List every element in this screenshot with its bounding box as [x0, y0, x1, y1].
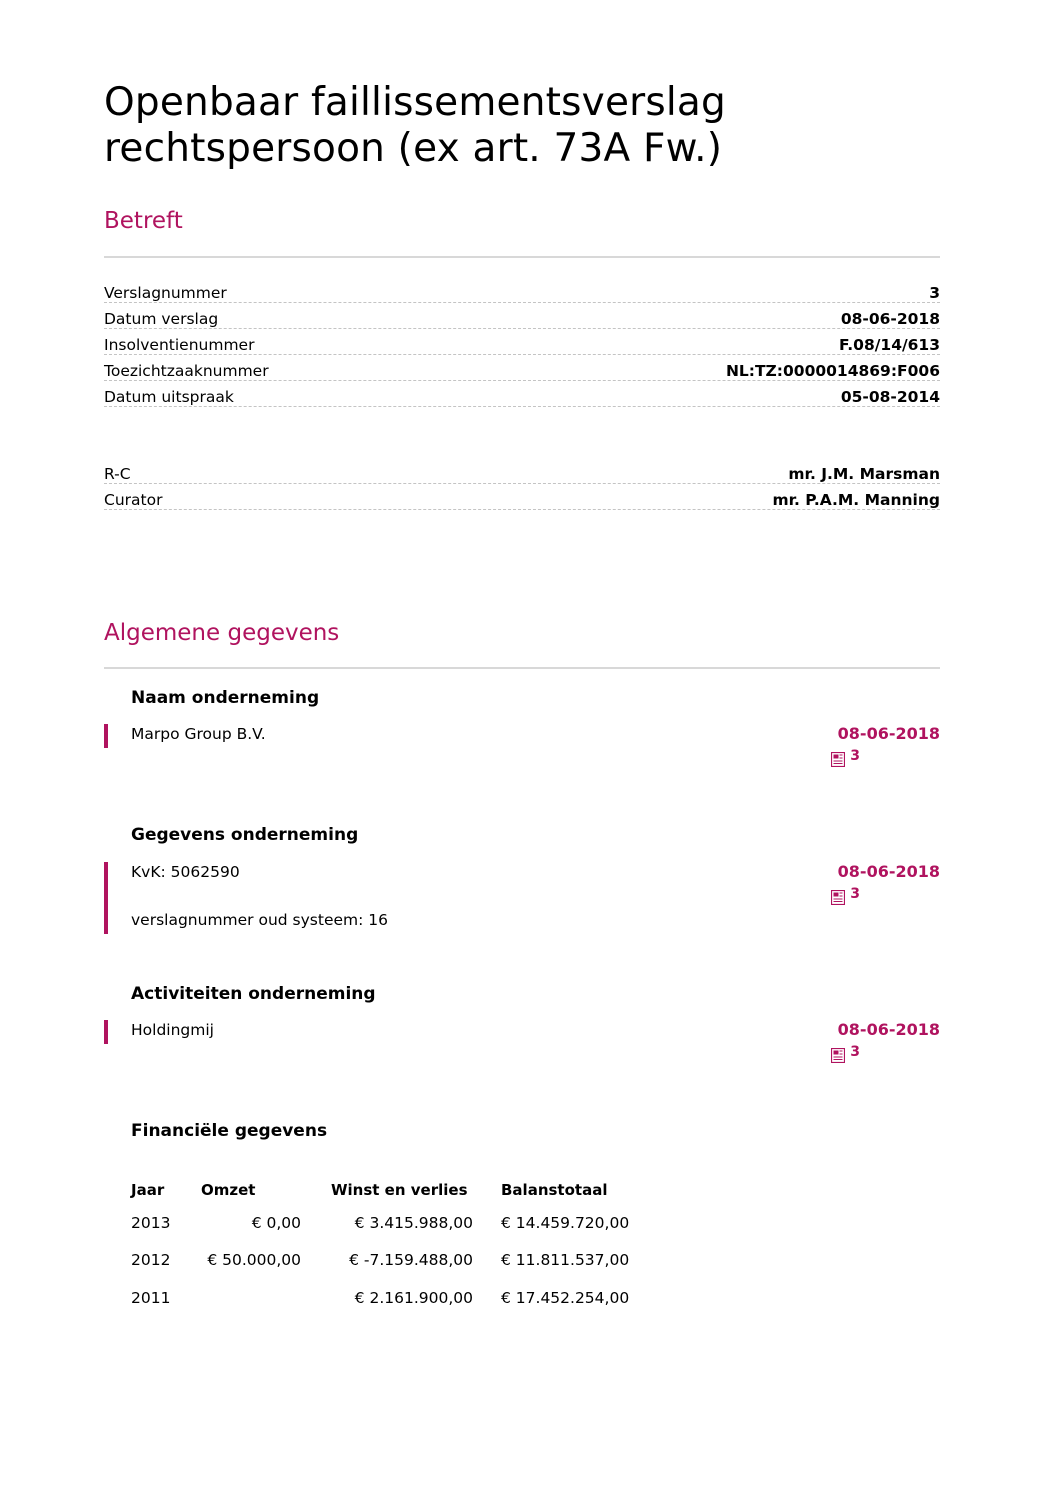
cell-omzet [201, 1279, 331, 1317]
document-title-line-2: rechtspersoon (ex art. 73A Fw.) [104, 126, 723, 171]
detail-value: mr. J.M. Marsman [788, 465, 940, 483]
entry-accent-bar [104, 862, 108, 934]
section-title-algemene-gegevens: Algemene gegevens [104, 620, 340, 646]
detail-row-curator [104, 485, 940, 510]
entry-text: Marpo Group B.V. [131, 725, 266, 743]
detail-row-rc [104, 459, 940, 484]
report-reference-link[interactable] [831, 886, 860, 905]
subheading-gegevens-onderneming: Gegevens onderneming [131, 825, 359, 845]
table-row [131, 1242, 641, 1280]
detail-row-insolventienummer [104, 330, 940, 355]
cell-jaar: 2011 [131, 1288, 171, 1307]
report-reference-number: 3 [850, 886, 860, 902]
cell-balanstotaal: € 11.811.537,00 [501, 1251, 630, 1270]
entry-text: Holdingmij [131, 1021, 214, 1039]
subheading-financiele-gegevens: Financiële gegevens [131, 1121, 328, 1141]
detail-value: F.08/14/613 [838, 336, 940, 354]
detail-label: Verslagnummer [104, 284, 227, 302]
entry-text-kvk: KvK: 5062590 [131, 863, 240, 881]
entry-text-verslagnummer-oud: verslagnummer oud systeem: 16 [131, 911, 388, 929]
cell-omzet: € 0,00 [251, 1213, 301, 1232]
cell-balanstotaal: € 17.452.254,00 [501, 1288, 630, 1307]
section-title-betreft: Betreft [104, 208, 183, 234]
case-details-list [104, 278, 940, 408]
document-icon [831, 1048, 845, 1063]
document-title-line-1: Openbaar faillissementsverslag [104, 80, 726, 125]
detail-label: Toezichtzaaknummer [104, 362, 269, 380]
detail-value: mr. P.A.M. Manning [772, 491, 940, 509]
detail-value: 3 [929, 284, 940, 302]
document-icon [831, 890, 845, 905]
cell-jaar: 2012 [131, 1251, 171, 1270]
subheading-activiteiten-onderneming: Activiteiten onderneming [131, 984, 376, 1004]
document-icon [831, 752, 845, 767]
cell-winst-verlies: € 2.161.900,00 [354, 1288, 473, 1307]
section-divider [104, 256, 940, 258]
financial-table [131, 1176, 641, 1317]
entry-naam-onderneming [104, 724, 940, 774]
column-header-winst-verlies: Winst en verlies [331, 1181, 468, 1199]
report-reference-link[interactable] [831, 748, 860, 767]
entry-activiteiten-onderneming [104, 1020, 940, 1070]
cell-balanstotaal: € 14.459.720,00 [501, 1213, 630, 1232]
detail-row-toezichtzaaknummer [104, 356, 940, 381]
detail-value: 08-06-2018 [840, 310, 940, 328]
detail-label: Datum uitspraak [104, 388, 234, 406]
table-row [131, 1279, 641, 1317]
column-header-jaar: Jaar [131, 1181, 165, 1199]
detail-value: 05-08-2014 [840, 388, 940, 406]
table-row [131, 1204, 641, 1242]
table-header-row [131, 1176, 641, 1204]
column-header-balanstotaal: Balanstotaal [501, 1181, 608, 1199]
cell-jaar: 2013 [131, 1213, 171, 1232]
report-reference-link[interactable] [831, 1044, 860, 1063]
section-divider [104, 667, 940, 669]
detail-row-datum-verslag [104, 304, 940, 329]
report-reference-number: 3 [850, 1044, 860, 1060]
detail-label: Insolventienummer [104, 336, 255, 354]
entry-date: 08-06-2018 [837, 724, 940, 743]
detail-label: Datum verslag [104, 310, 219, 328]
report-reference-number: 3 [850, 748, 860, 764]
detail-label: R-C [104, 465, 131, 483]
cell-winst-verlies: € 3.415.988,00 [354, 1213, 473, 1232]
entry-gegevens-onderneming [104, 862, 940, 934]
detail-row-verslagnummer [104, 278, 940, 303]
entry-accent-bar [104, 1020, 108, 1044]
entry-accent-bar [104, 724, 108, 748]
cell-omzet: € 50.000,00 [207, 1251, 301, 1270]
detail-row-datum-uitspraak [104, 382, 940, 407]
detail-label: Curator [104, 491, 163, 509]
detail-value: NL:TZ:0000014869:F006 [725, 362, 940, 380]
entry-date: 08-06-2018 [837, 1020, 940, 1039]
column-header-omzet: Omzet [201, 1181, 256, 1199]
persons-list [104, 459, 940, 511]
entry-date: 08-06-2018 [837, 862, 940, 881]
subheading-naam-onderneming: Naam onderneming [131, 688, 320, 708]
document-title [104, 80, 940, 172]
cell-winst-verlies: € -7.159.488,00 [349, 1251, 473, 1270]
